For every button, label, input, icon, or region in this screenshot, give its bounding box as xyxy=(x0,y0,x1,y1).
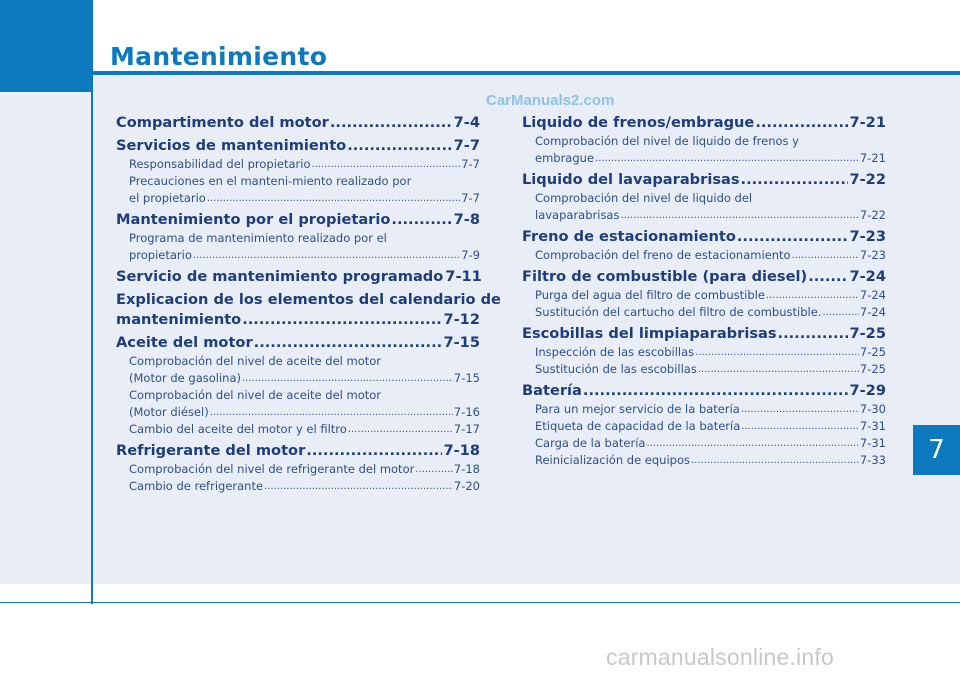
dot-leader xyxy=(242,310,442,330)
toc-entry-title: Cambio de refrigerante xyxy=(129,479,264,493)
bottom-rule xyxy=(0,602,960,603)
toc-entry-row xyxy=(129,190,480,207)
content-background-top xyxy=(93,75,960,92)
toc-subsection[interactable] xyxy=(522,190,886,224)
title-underline xyxy=(93,71,960,75)
toc-section[interactable] xyxy=(522,113,886,133)
toc-entry-row xyxy=(535,287,886,304)
toc-entry-row xyxy=(535,452,886,469)
dot-leader xyxy=(741,170,849,190)
toc-page-number: 7-7 xyxy=(461,191,480,205)
dot-leader xyxy=(620,207,858,224)
toc-page-number: 7-15 xyxy=(443,334,480,351)
toc-left-column xyxy=(116,110,501,495)
dot-leader xyxy=(698,361,859,378)
toc-subsection[interactable] xyxy=(522,133,886,167)
toc-entry-title: Batería xyxy=(522,382,582,399)
toc-entry-row xyxy=(535,344,886,361)
dot-leader xyxy=(583,381,849,401)
toc-section[interactable] xyxy=(116,136,480,156)
toc-entry-row xyxy=(116,113,480,133)
toc-page-number: 7-11 xyxy=(445,268,482,285)
toc-entry-row xyxy=(522,324,886,344)
toc-entry-row xyxy=(535,435,886,452)
toc-page-number: 7-22 xyxy=(849,171,886,188)
toc-subsection[interactable] xyxy=(116,230,480,264)
dot-leader xyxy=(264,478,453,495)
toc-subsection[interactable] xyxy=(116,156,480,173)
toc-page-number: 7-18 xyxy=(453,462,480,476)
dot-leader xyxy=(755,113,848,133)
toc-section[interactable] xyxy=(522,267,886,287)
toc-subsection[interactable] xyxy=(522,344,886,361)
toc-entry-row xyxy=(129,478,480,495)
toc-entry-row xyxy=(129,370,480,387)
toc-page-number: 7-29 xyxy=(849,382,886,399)
toc-entry-title: Liquido de frenos/embrague xyxy=(522,114,755,131)
toc-subsection[interactable] xyxy=(522,435,886,452)
dot-leader xyxy=(792,247,859,264)
toc-page-number: 7-21 xyxy=(849,114,886,131)
dot-leader xyxy=(193,247,460,264)
toc-entry-title: mantenimiento xyxy=(116,311,242,328)
toc-entry-title: Comprobación del freno de estacionamiento xyxy=(535,248,791,262)
watermark-top: CarManuals2.com xyxy=(486,92,615,109)
toc-entry-row xyxy=(116,136,480,156)
toc-entry-title: propietario xyxy=(129,248,192,262)
dot-leader xyxy=(207,190,460,207)
toc-entry-row xyxy=(522,113,886,133)
toc-entry-title: Responsabilidad del propietario xyxy=(129,157,311,171)
dot-leader xyxy=(391,210,452,230)
toc-page-number: 7-7 xyxy=(461,157,480,171)
toc-entry-row xyxy=(129,247,480,264)
toc-subsection[interactable] xyxy=(116,387,480,421)
dot-leader xyxy=(741,401,859,418)
toc-section[interactable] xyxy=(116,267,480,287)
toc-section[interactable] xyxy=(116,441,480,461)
toc-page-number: 7-7 xyxy=(453,137,480,154)
toc-page-number: 7-25 xyxy=(859,345,886,359)
toc-entry-title: (Motor de gasolina) xyxy=(129,371,241,385)
toc-entry-title: Servicio de mantenimiento programado xyxy=(116,268,444,285)
dot-leader xyxy=(691,452,859,469)
toc-entry-line: Explicacion de los elementos del calendario de xyxy=(116,291,501,308)
dot-leader xyxy=(808,267,848,287)
toc-page-number: 7-4 xyxy=(453,114,480,131)
toc-entry-row xyxy=(535,304,886,321)
toc-page-number: 7-23 xyxy=(859,248,886,262)
toc-page-number: 7-24 xyxy=(859,288,886,302)
toc-section[interactable] xyxy=(116,113,480,133)
toc-entry-title: Escobillas del limpiaparabrisas xyxy=(522,325,777,342)
toc-entry-row xyxy=(116,310,480,330)
toc-section[interactable] xyxy=(116,210,480,230)
dot-leader xyxy=(348,421,453,438)
toc-entry-title: Aceite del motor xyxy=(116,334,253,351)
toc-entry-row xyxy=(535,418,886,435)
toc-page-number: 7-33 xyxy=(859,453,886,467)
toc-entry-title: Mantenimiento por el propietario xyxy=(116,211,391,228)
toc-page-number: 7-15 xyxy=(453,371,480,385)
toc-subsection[interactable] xyxy=(116,173,480,207)
toc-page-number: 7-9 xyxy=(461,248,480,262)
toc-entry-title: embrague xyxy=(535,151,595,165)
toc-entry-row xyxy=(129,156,480,173)
toc-page-number: 7-31 xyxy=(859,419,886,433)
toc-entry-title: (Motor diésel) xyxy=(129,405,209,419)
toc-entry-row xyxy=(535,361,886,378)
toc-page-number: 7-8 xyxy=(453,211,480,228)
toc-entry-title: Sustitución del cartucho del filtro de combustible. xyxy=(535,305,822,319)
toc-entry-title: lavaparabrisas xyxy=(535,208,620,222)
toc-subsection[interactable] xyxy=(522,452,886,469)
toc-subsection[interactable] xyxy=(116,461,480,478)
dot-leader xyxy=(766,287,859,304)
toc-page-number: 7-20 xyxy=(453,479,480,493)
left-margin-rule xyxy=(91,0,93,604)
toc-page-number: 7-18 xyxy=(443,442,480,459)
toc-entry-title: Reinicialización de equipos xyxy=(535,453,690,467)
toc-subsection[interactable] xyxy=(116,478,480,495)
toc-section[interactable] xyxy=(116,333,480,353)
toc-page-number: 7-25 xyxy=(859,362,886,376)
toc-subsection[interactable] xyxy=(522,418,886,435)
toc-entry-row xyxy=(129,421,480,438)
toc-entry-title: Servicios de mantenimiento xyxy=(116,137,347,154)
toc-page-number: 7-25 xyxy=(849,325,886,342)
toc-page-number: 7-21 xyxy=(859,151,886,165)
toc-entry-row xyxy=(535,247,886,264)
toc-page-number: 7-12 xyxy=(443,311,480,328)
toc-entry-title: Carga de la batería xyxy=(535,436,646,450)
dot-leader xyxy=(415,461,453,478)
dot-leader xyxy=(347,136,452,156)
toc-entry-row xyxy=(535,401,886,418)
toc-entry-row xyxy=(116,333,480,353)
toc-section[interactable] xyxy=(522,324,886,344)
chapter-tab[interactable]: 7 xyxy=(913,425,960,475)
toc-subsection[interactable] xyxy=(522,401,886,418)
toc-entry-title: Freno de estacionamiento xyxy=(522,228,736,245)
toc-entry-row xyxy=(522,267,886,287)
toc-entry-title: Refrigerante del motor xyxy=(116,442,306,459)
toc-entry-row xyxy=(116,210,480,230)
toc-entry-title: Etiqueta de capacidad de la batería xyxy=(535,419,741,433)
toc-subsection[interactable] xyxy=(522,247,886,264)
dot-leader xyxy=(778,324,849,344)
dot-leader xyxy=(306,441,442,461)
toc-entry-title: Comprobación del nivel de refrigerante del motor xyxy=(129,462,415,476)
toc-entry-title: Sustitución de las escobillas xyxy=(535,362,697,376)
toc-subsection[interactable] xyxy=(522,287,886,304)
toc-page-number: 7-24 xyxy=(859,305,886,319)
dot-leader xyxy=(210,404,453,421)
toc-entry-title: Compartimento del motor xyxy=(116,114,329,131)
dot-leader xyxy=(330,113,453,133)
dot-leader xyxy=(695,344,859,361)
toc-entry-row xyxy=(522,170,886,190)
toc-section[interactable] xyxy=(116,290,501,330)
toc-page-number: 7-30 xyxy=(859,402,886,416)
toc-page-number: 7-22 xyxy=(859,208,886,222)
toc-entry-row xyxy=(129,461,480,478)
toc-entry-title: Para un mejor servicio de la batería xyxy=(535,402,740,416)
dot-leader xyxy=(822,304,858,321)
toc-entry-title: Cambio del aceite del motor y el filtro xyxy=(129,422,347,436)
toc-page-number: 7-24 xyxy=(849,268,886,285)
toc-entry-title: Liquido del lavaparabrisas xyxy=(522,171,740,188)
toc-section[interactable] xyxy=(522,227,886,247)
toc-subsection[interactable] xyxy=(116,353,480,387)
toc-entry-row xyxy=(116,441,480,461)
page-title: Mantenimiento xyxy=(110,42,328,71)
toc-entry-title: Filtro de combustible (para diesel) xyxy=(522,268,808,285)
toc-entry-title: Purga del agua del filtro de combustible xyxy=(535,288,765,302)
toc-section[interactable] xyxy=(522,381,886,401)
toc-subsection[interactable] xyxy=(522,304,886,321)
toc-page-number: 7-16 xyxy=(453,405,480,419)
dot-leader xyxy=(741,418,859,435)
dot-leader xyxy=(254,333,443,353)
corner-block xyxy=(0,0,92,92)
toc-entry-row xyxy=(116,267,480,287)
toc-right-column xyxy=(522,110,886,469)
toc-entry-row xyxy=(535,207,886,224)
dot-leader xyxy=(646,435,858,452)
toc-entry-line: Comprobación del nivel de aceite del motor xyxy=(129,354,382,368)
toc-page-number: 7-31 xyxy=(859,436,886,450)
dot-leader xyxy=(737,227,849,247)
toc-subsection[interactable] xyxy=(522,361,886,378)
toc-entry-row xyxy=(522,381,886,401)
toc-entry-line: Programa de mantenimiento realizado por el xyxy=(129,231,387,245)
dot-leader xyxy=(242,370,453,387)
toc-entry-line: Comprobación del nivel de liquido del xyxy=(535,191,753,205)
toc-entry-row xyxy=(129,404,480,421)
toc-page-number: 7-17 xyxy=(453,422,480,436)
toc-page-number: 7-23 xyxy=(849,228,886,245)
toc-entry-title: el propietario xyxy=(129,191,206,205)
toc-entry-line: Comprobación del nivel de liquido de frenos y xyxy=(535,134,799,148)
toc-subsection[interactable] xyxy=(116,421,480,438)
toc-entry-row xyxy=(535,150,886,167)
toc-entry-title: Inspección de las escobillas xyxy=(535,345,695,359)
toc-entry-row xyxy=(522,227,886,247)
dot-leader xyxy=(595,150,859,167)
dot-leader xyxy=(312,156,461,173)
toc-entry-line: Precauciones en el manteni-miento realizado por xyxy=(129,174,412,188)
toc-section[interactable] xyxy=(522,170,886,190)
watermark-bottom: carmanualsonline.info xyxy=(606,644,834,670)
toc-entry-line: Comprobación del nivel de aceite del motor xyxy=(129,388,382,402)
